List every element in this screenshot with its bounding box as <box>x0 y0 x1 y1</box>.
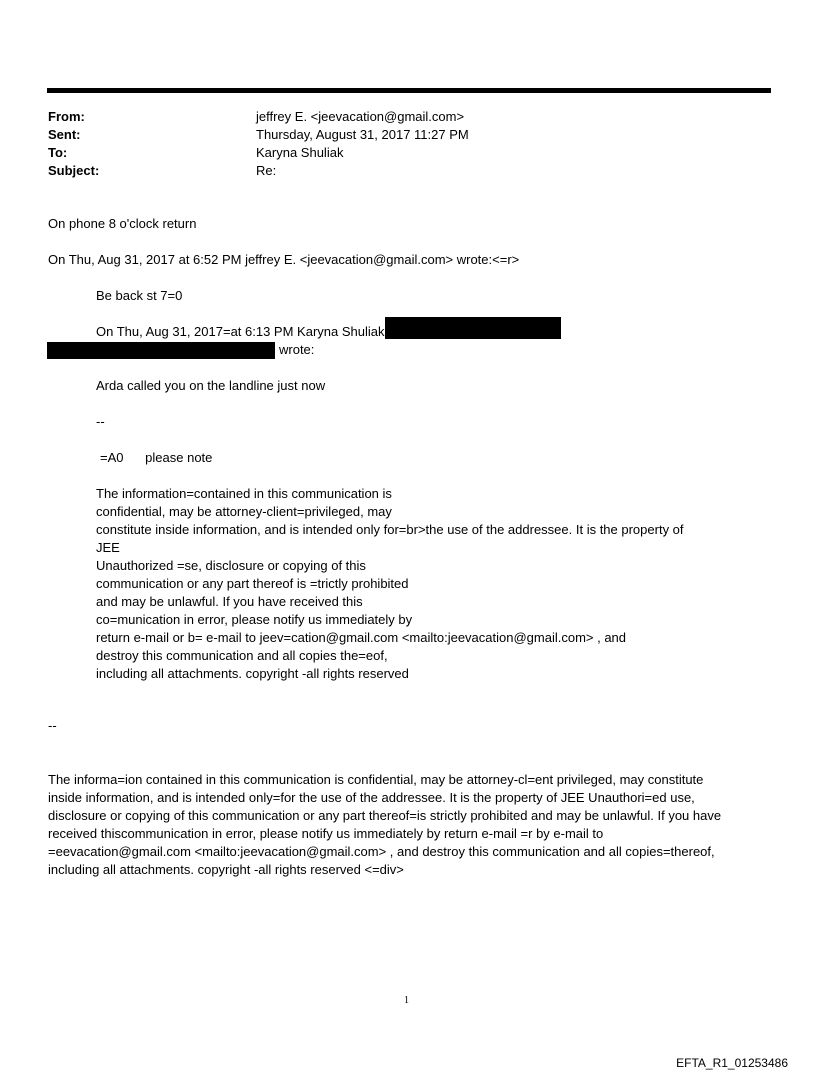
redaction-box <box>47 342 275 359</box>
footer-disclaimer-line: inside information, and is intended only=for the use of the addressee. It is the property of JEE Unauthori=ed use, <box>48 790 695 805</box>
sent-value: Thursday, August 31, 2017 11:27 PM <box>256 127 469 142</box>
page-number: 1 <box>404 995 409 1006</box>
disclaimer-line: co=munication in error, please notify us immediately by <box>96 612 413 627</box>
to-label: To: <box>48 145 68 160</box>
footer-dashes: -- <box>48 718 57 733</box>
header-rule <box>47 88 771 93</box>
quote2-text: Arda called you on the landline just now <box>96 378 326 393</box>
disclaimer-line: JEE <box>96 540 120 555</box>
footer-disclaimer-line: disclosure or copying of this communication or any part thereof=is strictly prohibited and may be unlawful. If you have <box>48 808 722 823</box>
redaction-box <box>385 317 561 339</box>
quote1-intro: On Thu, Aug 31, 2017 at 6:52 PM jeffrey E. <jeevacation@gmail.com> wrote:<=r> <box>48 252 520 267</box>
disclaimer-line: destroy this communication and all copies the=eof, <box>96 648 388 663</box>
bates-number: EFTA_R1_01253486 <box>676 1056 788 1070</box>
signature-note: =A0 please note <box>100 450 213 465</box>
sent-label: Sent: <box>48 127 81 142</box>
subject-value: Re: <box>256 163 277 178</box>
footer-disclaimer-line: including all attachments. copyright -all rights reserved <=div> <box>48 862 404 877</box>
disclaimer-line: return e-mail or b= e-mail to jeev=cation@gmail.com <mailto:jeevacation@gmail.com> , and <box>96 630 627 645</box>
disclaimer-line: Unauthorized =se, disclosure or copying of this <box>96 558 366 573</box>
from-value: jeffrey E. <jeevacation@gmail.com> <box>256 109 465 124</box>
disclaimer-line: The information=contained in this communication is <box>96 486 392 501</box>
footer-disclaimer-line: The informa=ion contained in this communication is confidential, may be attorney-cl=ent privileged, may constitute <box>48 772 704 787</box>
footer-disclaimer-line: =eevacation@gmail.com <mailto:jeevacation@gmail.com> , and destroy this communication and all copies=thereof, <box>48 844 715 859</box>
signature-dashes: -- <box>96 414 105 429</box>
reply-line: On phone 8 o'clock return <box>48 216 197 231</box>
disclaimer-line: and may be unlawful. If you have received this <box>96 594 363 609</box>
quote2-wrote: wrote: <box>279 342 315 357</box>
disclaimer-line: confidential, may be attorney-client=privileged, may <box>96 504 392 519</box>
quote2-intro: On Thu, Aug 31, 2017=at 6:13 PM Karyna Shuliak <box>96 324 385 339</box>
footer-disclaimer-line: received thiscommunication in error, please notify us immediately by return e-mail =r by e-mail to <box>48 826 604 841</box>
to-value: Karyna Shuliak <box>256 145 344 160</box>
disclaimer-line: including all attachments. copyright -all rights reserved <box>96 666 409 681</box>
subject-label: Subject: <box>48 163 100 178</box>
disclaimer-line: constitute inside information, and is intended only for=br>the use of the addressee. It is the property of <box>96 522 684 537</box>
from-label: From: <box>48 109 85 124</box>
disclaimer-line: communication or any part thereof is =trictly prohibited <box>96 576 409 591</box>
quote1-text: Be back st 7=0 <box>96 288 183 303</box>
